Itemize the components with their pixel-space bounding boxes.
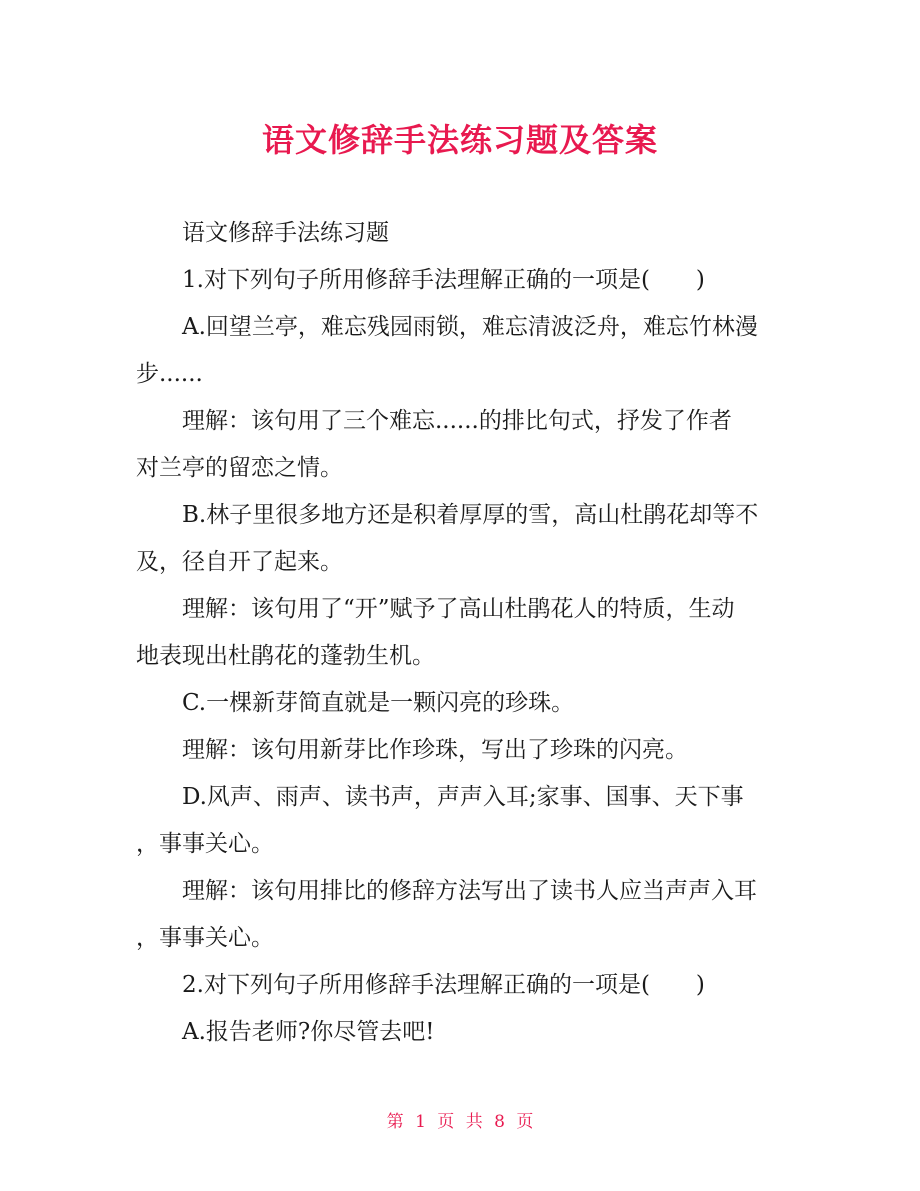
option-a-line-2: 步...... — [136, 361, 203, 387]
explanation-b-line-1: 理解：该句用了“开”赋予了高山杜鹃花人的特质，生动 — [182, 596, 735, 622]
section-heading: 语文修辞手法练习题 — [182, 220, 389, 246]
page-number-footer: 第 1 页 共 8 页 — [386, 1112, 534, 1132]
explanation-d-line-1: 理解：该句用排比的修辞方法写出了读书人应当声声入耳 — [182, 878, 757, 904]
explanation-d-line-2: ，事事关心。 — [136, 925, 274, 951]
option-c: C.一棵新芽简直就是一颗闪亮的珍珠。 — [182, 690, 575, 716]
option-a-line-1: A.回望兰亭，难忘残园雨锁，难忘清波泛舟，难忘竹林漫 — [182, 314, 758, 340]
question-1: 1.对下列句子所用修辞手法理解正确的一项是( ) — [182, 267, 705, 293]
question-2: 2.对下列句子所用修辞手法理解正确的一项是( ) — [182, 972, 705, 998]
option-b-line-2: 及，径自开了起来。 — [136, 549, 343, 575]
document-body — [136, 210, 786, 1056]
explanation-a-line-1: 理解：该句用了三个难忘......的排比句式，抒发了作者 — [182, 408, 732, 434]
option-b-line-1: B.林子里很多地方还是积着厚厚的雪，高山杜鹃花却等不 — [182, 502, 759, 528]
explanation-b-line-2: 地表现出杜鹃花的蓬勃生机。 — [136, 643, 435, 669]
question-2-option-a: A.报告老师?你尽管去吧! — [182, 1019, 435, 1045]
option-d-line-2: ，事事关心。 — [136, 831, 274, 857]
document-title: 语文修辞手法练习题及答案 — [261, 121, 658, 159]
option-d-line-1: D.风声、雨声、读书声，声声入耳;家事、国事、天下事 — [182, 784, 744, 810]
explanation-c: 理解：该句用新芽比作珍珠，写出了珍珠的闪亮。 — [182, 737, 688, 763]
explanation-a-line-2: 对兰亭的留恋之情。 — [136, 455, 343, 481]
